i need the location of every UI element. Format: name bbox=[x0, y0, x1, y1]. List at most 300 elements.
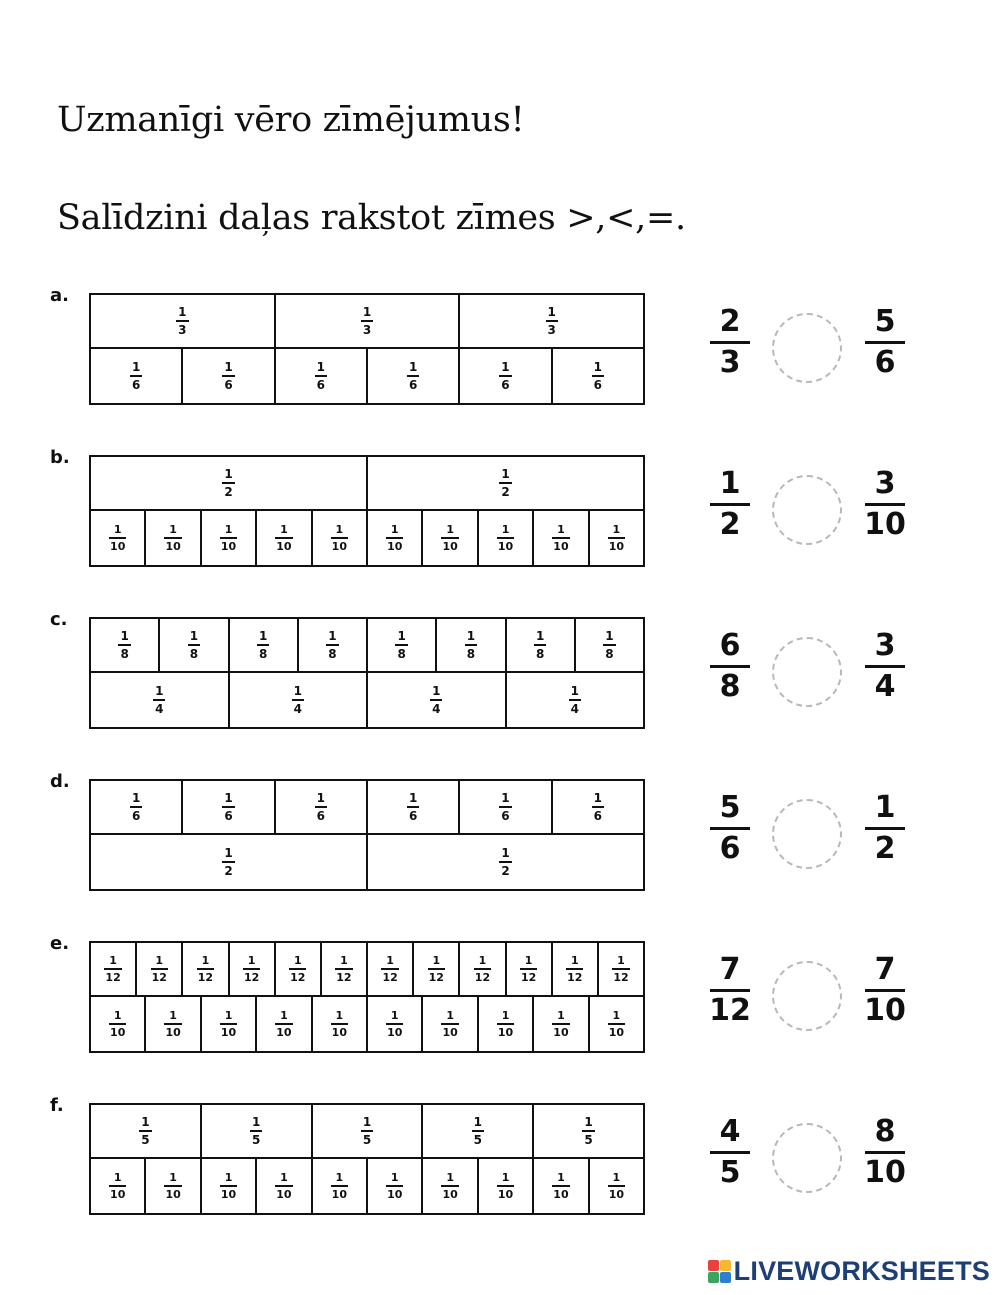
fraction-denominator: 10 bbox=[110, 1187, 126, 1201]
fraction-bar bbox=[197, 968, 214, 970]
fraction-denominator: 8 bbox=[605, 646, 614, 661]
fraction-cell bbox=[183, 781, 275, 833]
fraction-numerator: 1 bbox=[446, 523, 454, 537]
comparison-answer-circle[interactable] bbox=[772, 475, 842, 545]
fraction-cell bbox=[230, 619, 299, 671]
fraction bbox=[553, 1172, 568, 1200]
fraction-denominator: 6 bbox=[316, 808, 325, 823]
fraction-denominator: 10 bbox=[864, 993, 906, 1028]
fraction-bar bbox=[331, 1185, 348, 1187]
fraction bbox=[442, 524, 457, 552]
fraction-cell bbox=[313, 997, 368, 1051]
fraction-bar-row-top bbox=[91, 781, 643, 835]
fraction-cell bbox=[322, 943, 368, 995]
fraction-numerator: 1 bbox=[570, 954, 579, 968]
fraction-numerator: 1 bbox=[432, 684, 441, 699]
fraction-numerator: 1 bbox=[446, 1171, 454, 1185]
fraction-bar bbox=[465, 644, 477, 646]
fraction-numerator: 1 bbox=[224, 523, 233, 537]
fraction-bar bbox=[331, 537, 348, 539]
fraction-denominator: 8 bbox=[535, 646, 545, 661]
fraction bbox=[409, 792, 417, 822]
fraction bbox=[336, 955, 351, 983]
fraction-bar-row-top bbox=[91, 457, 643, 511]
fraction-bar bbox=[865, 989, 905, 992]
fraction-bar bbox=[497, 537, 514, 539]
fraction-cell bbox=[590, 511, 643, 565]
fraction-cell bbox=[479, 997, 534, 1051]
fraction-cell bbox=[479, 1159, 534, 1213]
fraction-cell bbox=[414, 943, 460, 995]
left-fraction bbox=[700, 1114, 760, 1190]
left-fraction bbox=[700, 628, 760, 704]
fraction-numerator: 1 bbox=[501, 360, 510, 375]
comparison-answer-circle[interactable] bbox=[772, 961, 842, 1031]
fraction-numerator: 1 bbox=[466, 629, 476, 644]
fraction-numerator: 1 bbox=[501, 1171, 510, 1185]
fraction bbox=[221, 1010, 236, 1038]
fraction-cell bbox=[183, 943, 229, 995]
fraction-numerator: 2 bbox=[719, 304, 741, 339]
fraction bbox=[501, 792, 509, 822]
logo-tile bbox=[720, 1260, 731, 1271]
fraction bbox=[132, 792, 140, 822]
fraction-cell bbox=[257, 511, 312, 565]
fraction-bar bbox=[292, 699, 304, 701]
fraction-cell bbox=[368, 1159, 423, 1213]
fraction-bar bbox=[546, 320, 558, 322]
fraction-denominator: 10 bbox=[497, 1187, 514, 1201]
fraction-cell bbox=[257, 1159, 312, 1213]
fraction-numerator: 1 bbox=[335, 523, 344, 537]
fraction-numerator: 1 bbox=[584, 1115, 593, 1130]
fraction-bar bbox=[608, 537, 625, 539]
fraction-cell bbox=[313, 1159, 368, 1213]
fraction-denominator: 4 bbox=[155, 701, 164, 716]
fraction-numerator: 1 bbox=[501, 467, 510, 482]
fraction-bar bbox=[275, 537, 292, 539]
fraction bbox=[105, 955, 120, 983]
fraction-bar bbox=[552, 537, 569, 539]
fraction-numerator: 1 bbox=[557, 523, 565, 537]
fraction-denominator: 5 bbox=[584, 1132, 593, 1147]
fraction-bar bbox=[865, 827, 905, 830]
fraction-denominator: 12 bbox=[197, 970, 214, 984]
fraction-bar bbox=[710, 341, 750, 344]
fraction-numerator: 7 bbox=[719, 952, 741, 987]
fraction-numerator: 1 bbox=[362, 305, 372, 320]
fraction-bar bbox=[395, 644, 407, 646]
fraction-denominator: 2 bbox=[501, 863, 510, 878]
fraction-cell bbox=[368, 781, 460, 833]
fraction-cell bbox=[599, 943, 643, 995]
fraction bbox=[120, 630, 128, 660]
fraction-cell bbox=[91, 619, 160, 671]
exercise-label: d. bbox=[50, 771, 70, 792]
fraction-cell bbox=[479, 511, 534, 565]
comparison-answer-circle[interactable] bbox=[772, 637, 842, 707]
fraction bbox=[141, 1116, 149, 1146]
fraction bbox=[467, 630, 475, 660]
fraction-bar bbox=[130, 806, 142, 808]
fraction bbox=[276, 1010, 291, 1038]
fraction-numerator: 1 bbox=[535, 629, 545, 644]
fraction bbox=[553, 524, 568, 552]
fraction bbox=[190, 630, 198, 660]
fraction-denominator: 12 bbox=[105, 970, 121, 984]
fraction-numerator: 1 bbox=[478, 954, 487, 968]
fraction-bar bbox=[188, 644, 200, 646]
fraction-denominator: 10 bbox=[331, 539, 347, 553]
fraction-numerator: 1 bbox=[280, 1009, 288, 1023]
fraction bbox=[332, 524, 347, 552]
fraction-numerator: 1 bbox=[473, 1115, 482, 1130]
fraction-bar bbox=[109, 1023, 126, 1025]
fraction-denominator: 6 bbox=[131, 377, 141, 392]
fraction-numerator: 5 bbox=[719, 790, 741, 825]
fraction-cell bbox=[146, 997, 201, 1051]
fraction-cell bbox=[91, 673, 230, 727]
fraction-denominator: 12 bbox=[382, 970, 398, 984]
fraction-bar bbox=[361, 320, 373, 322]
fraction-bar-model bbox=[89, 617, 645, 729]
fraction-cell bbox=[423, 997, 478, 1051]
fraction-numerator: 1 bbox=[169, 1009, 177, 1023]
fraction-bar-model bbox=[89, 455, 645, 567]
fraction-bar bbox=[499, 482, 511, 484]
fraction-denominator: 8 bbox=[719, 669, 741, 704]
fraction-denominator: 10 bbox=[387, 1025, 403, 1039]
fraction-numerator: 1 bbox=[155, 684, 164, 699]
fraction-denominator: 3 bbox=[719, 345, 741, 380]
fraction-bar bbox=[222, 861, 234, 863]
fraction-denominator: 10 bbox=[165, 1187, 181, 1201]
fraction-bar bbox=[552, 1185, 569, 1187]
fraction-numerator: 6 bbox=[719, 628, 741, 663]
fraction bbox=[259, 630, 267, 660]
fraction-bar bbox=[275, 1023, 292, 1025]
fraction-cell bbox=[507, 619, 576, 671]
fraction-denominator: 10 bbox=[442, 1187, 458, 1201]
fraction-numerator: 3 bbox=[874, 628, 896, 663]
fraction-numerator: 1 bbox=[390, 1009, 399, 1023]
fraction-cell bbox=[313, 1105, 424, 1157]
comparison-answer-circle[interactable] bbox=[772, 1123, 842, 1193]
fraction-numerator: 1 bbox=[612, 523, 621, 537]
fraction-numerator: 1 bbox=[386, 954, 394, 968]
fraction-numerator: 1 bbox=[155, 954, 164, 968]
fraction-bar-row-top bbox=[91, 943, 643, 997]
fraction-denominator: 12 bbox=[613, 970, 629, 984]
fraction bbox=[221, 524, 236, 552]
fraction-bar bbox=[608, 1023, 625, 1025]
fraction-bar bbox=[865, 1151, 905, 1154]
fraction-bar bbox=[552, 1023, 569, 1025]
fraction-bar bbox=[441, 537, 458, 539]
fraction-denominator: 10 bbox=[220, 1025, 237, 1039]
logo-tile bbox=[708, 1272, 719, 1283]
fraction-denominator: 12 bbox=[151, 970, 167, 984]
fraction bbox=[328, 630, 336, 660]
fraction-cell bbox=[553, 781, 643, 833]
fraction-bar bbox=[222, 482, 234, 484]
fraction bbox=[224, 468, 232, 498]
fraction bbox=[442, 1172, 457, 1200]
fraction-bar bbox=[361, 1130, 373, 1132]
fraction-cell bbox=[534, 511, 589, 565]
fraction-numerator: 1 bbox=[252, 1115, 261, 1130]
fraction-denominator: 10 bbox=[165, 539, 181, 553]
comparison-answer-circle[interactable] bbox=[772, 313, 842, 383]
fraction-numerator: 1 bbox=[224, 467, 233, 482]
fraction-cell bbox=[91, 835, 368, 889]
fraction-bar bbox=[520, 968, 537, 970]
fraction-numerator: 1 bbox=[362, 1115, 372, 1130]
fraction-cell bbox=[368, 511, 423, 565]
fraction bbox=[332, 1010, 347, 1038]
fraction-denominator: 6 bbox=[408, 808, 418, 823]
fraction bbox=[363, 1116, 371, 1146]
fraction-cell bbox=[276, 943, 322, 995]
left-fraction bbox=[700, 304, 760, 380]
fraction-bar bbox=[257, 644, 269, 646]
fraction-denominator: 8 bbox=[328, 646, 337, 661]
fraction-denominator: 5 bbox=[141, 1132, 150, 1147]
fraction bbox=[387, 1010, 402, 1038]
fraction-cell bbox=[368, 619, 437, 671]
fraction bbox=[363, 306, 371, 336]
fraction-denominator: 5 bbox=[719, 1155, 741, 1190]
fraction-numerator: 4 bbox=[719, 1114, 741, 1149]
fraction-numerator: 1 bbox=[131, 791, 141, 806]
fraction-cell bbox=[590, 1159, 643, 1213]
fraction bbox=[567, 955, 582, 983]
fraction-cell bbox=[423, 1159, 478, 1213]
fraction-bar bbox=[220, 537, 237, 539]
fraction bbox=[553, 1010, 568, 1038]
fraction-denominator: 12 bbox=[709, 993, 751, 1028]
fraction-cell bbox=[368, 349, 460, 403]
liveworksheets-logo-icon bbox=[708, 1260, 731, 1283]
fraction-bar bbox=[592, 806, 604, 808]
fraction-bar bbox=[499, 806, 511, 808]
right-fraction bbox=[855, 304, 915, 380]
fraction-bar-model bbox=[89, 779, 645, 891]
fraction-denominator: 10 bbox=[497, 539, 514, 553]
fraction-numerator: 1 bbox=[224, 1171, 233, 1185]
fraction-bar-model bbox=[89, 293, 645, 405]
fraction-bar bbox=[289, 968, 306, 970]
right-fraction bbox=[855, 1114, 915, 1190]
fraction bbox=[594, 361, 602, 391]
fraction-numerator: 1 bbox=[605, 629, 614, 644]
fraction bbox=[165, 1010, 180, 1038]
fraction-denominator: 2 bbox=[224, 863, 233, 878]
fraction-cell bbox=[202, 997, 257, 1051]
fraction-numerator: 1 bbox=[557, 1009, 565, 1023]
fraction bbox=[178, 306, 186, 336]
fraction bbox=[276, 524, 291, 552]
fraction-denominator: 10 bbox=[110, 539, 126, 553]
fraction-cell bbox=[160, 619, 229, 671]
fraction-bar bbox=[164, 1023, 181, 1025]
fraction-denominator: 6 bbox=[501, 377, 510, 392]
instruction-subtitle: Salīdzini daļas rakstot zīmes >,<,=. bbox=[57, 198, 686, 238]
fraction-bar bbox=[118, 644, 130, 646]
fraction-denominator: 10 bbox=[442, 1025, 458, 1039]
exercise-label: e. bbox=[50, 933, 70, 954]
fraction-cell bbox=[91, 997, 146, 1051]
fraction-bar bbox=[441, 1185, 458, 1187]
fraction-cell bbox=[437, 619, 506, 671]
fraction-cell bbox=[368, 835, 643, 889]
fraction-numerator: 1 bbox=[169, 523, 177, 537]
fraction-bar-row-bottom bbox=[91, 1159, 643, 1213]
fraction bbox=[155, 685, 163, 715]
fraction bbox=[501, 847, 509, 877]
fraction-cell bbox=[276, 295, 461, 347]
right-fraction bbox=[855, 628, 915, 704]
fraction-numerator: 1 bbox=[224, 846, 233, 861]
logo-tile bbox=[720, 1272, 731, 1283]
fraction-numerator: 1 bbox=[874, 790, 896, 825]
fraction bbox=[397, 630, 405, 660]
fraction-numerator: 1 bbox=[446, 1009, 454, 1023]
fraction-cell bbox=[368, 943, 414, 995]
fraction-bar bbox=[381, 968, 398, 970]
fraction-numerator: 1 bbox=[247, 954, 256, 968]
fraction-denominator: 8 bbox=[466, 646, 476, 661]
fraction-numerator: 1 bbox=[612, 1009, 621, 1023]
fraction-cell bbox=[553, 943, 599, 995]
fraction-bar bbox=[275, 1185, 292, 1187]
fraction-bar-row-bottom bbox=[91, 673, 643, 727]
fraction-numerator: 1 bbox=[120, 629, 129, 644]
fraction-denominator: 3 bbox=[547, 322, 556, 337]
fraction-cell bbox=[534, 997, 589, 1051]
fraction bbox=[501, 468, 509, 498]
fraction bbox=[165, 1172, 180, 1200]
fraction-bar bbox=[497, 1023, 514, 1025]
fraction-bar-model bbox=[89, 1103, 645, 1215]
fraction-cell bbox=[202, 1105, 313, 1157]
fraction bbox=[609, 524, 624, 552]
fraction-denominator: 8 bbox=[189, 646, 199, 661]
exercise-label: a. bbox=[50, 285, 69, 306]
fraction-bar bbox=[315, 806, 327, 808]
fraction-bar bbox=[250, 1130, 262, 1132]
fraction-denominator: 8 bbox=[120, 646, 129, 661]
fraction-numerator: 1 bbox=[224, 360, 233, 375]
fraction-numerator: 1 bbox=[617, 954, 625, 968]
fraction-numerator: 1 bbox=[547, 305, 556, 320]
fraction bbox=[221, 1172, 236, 1200]
fraction bbox=[387, 524, 402, 552]
fraction-numerator: 1 bbox=[501, 791, 510, 806]
fraction bbox=[317, 792, 325, 822]
fraction-denominator: 10 bbox=[553, 1025, 569, 1039]
fraction-numerator: 1 bbox=[570, 684, 579, 699]
fraction-bar bbox=[497, 1185, 514, 1187]
fraction bbox=[110, 524, 125, 552]
fraction bbox=[198, 955, 213, 983]
fraction-numerator: 1 bbox=[335, 1171, 344, 1185]
fraction-numerator: 1 bbox=[593, 360, 602, 375]
fraction-numerator: 1 bbox=[280, 1171, 288, 1185]
fraction-numerator: 1 bbox=[189, 629, 199, 644]
fraction-bar bbox=[222, 375, 234, 377]
comparison-answer-circle[interactable] bbox=[772, 799, 842, 869]
fraction-denominator: 6 bbox=[593, 808, 602, 823]
fraction-bar bbox=[710, 989, 750, 992]
fraction-bar bbox=[430, 699, 442, 701]
fraction-denominator: 6 bbox=[593, 377, 602, 392]
fraction-denominator: 10 bbox=[276, 1187, 292, 1201]
fraction-numerator: 1 bbox=[719, 466, 741, 501]
fraction-bar bbox=[474, 968, 491, 970]
fraction-bar bbox=[710, 665, 750, 668]
fraction-cell bbox=[460, 781, 552, 833]
fraction-bar bbox=[566, 968, 583, 970]
fraction bbox=[382, 955, 397, 983]
fraction bbox=[584, 1116, 592, 1146]
fraction-cell bbox=[91, 1105, 202, 1157]
fraction-bar-row-bottom bbox=[91, 349, 643, 403]
fraction-numerator: 1 bbox=[390, 1171, 399, 1185]
fraction-numerator: 1 bbox=[328, 629, 337, 644]
fraction-denominator: 10 bbox=[442, 539, 458, 553]
fraction-denominator: 2 bbox=[501, 484, 510, 499]
fraction-cell bbox=[91, 943, 137, 995]
fraction-numerator: 1 bbox=[141, 1115, 150, 1130]
fraction-bar-model bbox=[89, 941, 645, 1053]
fraction-bar bbox=[109, 1185, 126, 1187]
fraction-denominator: 10 bbox=[608, 539, 625, 553]
fraction-numerator: 5 bbox=[874, 304, 896, 339]
fraction-bar bbox=[164, 1185, 181, 1187]
fraction bbox=[432, 685, 440, 715]
fraction-denominator: 3 bbox=[178, 322, 187, 337]
fraction-numerator: 1 bbox=[201, 954, 210, 968]
fraction-denominator: 12 bbox=[567, 970, 583, 984]
fraction-denominator: 6 bbox=[501, 808, 510, 823]
logo-tile bbox=[708, 1260, 719, 1271]
fraction-bar bbox=[582, 1130, 594, 1132]
fraction-cell bbox=[257, 997, 312, 1051]
fraction-denominator: 6 bbox=[224, 377, 233, 392]
fraction bbox=[548, 306, 556, 336]
fraction-bar bbox=[220, 1023, 237, 1025]
fraction-denominator: 8 bbox=[397, 646, 406, 661]
fraction-cell bbox=[91, 457, 368, 509]
fraction-numerator: 1 bbox=[224, 791, 233, 806]
fraction-bar bbox=[499, 861, 511, 863]
fraction-bar bbox=[153, 699, 165, 701]
fraction-numerator: 1 bbox=[524, 954, 533, 968]
exercise-label: c. bbox=[50, 609, 68, 630]
fraction-numerator: 1 bbox=[293, 954, 302, 968]
fraction-cell bbox=[460, 295, 643, 347]
fraction-denominator: 6 bbox=[316, 377, 325, 392]
fraction-cell bbox=[91, 1159, 146, 1213]
fraction-cell bbox=[230, 673, 369, 727]
fraction-cell bbox=[276, 349, 368, 403]
fraction-denominator: 10 bbox=[864, 1155, 906, 1190]
fraction bbox=[317, 361, 325, 391]
fraction-cell bbox=[368, 457, 643, 509]
fraction bbox=[110, 1172, 125, 1200]
left-fraction bbox=[700, 466, 760, 542]
